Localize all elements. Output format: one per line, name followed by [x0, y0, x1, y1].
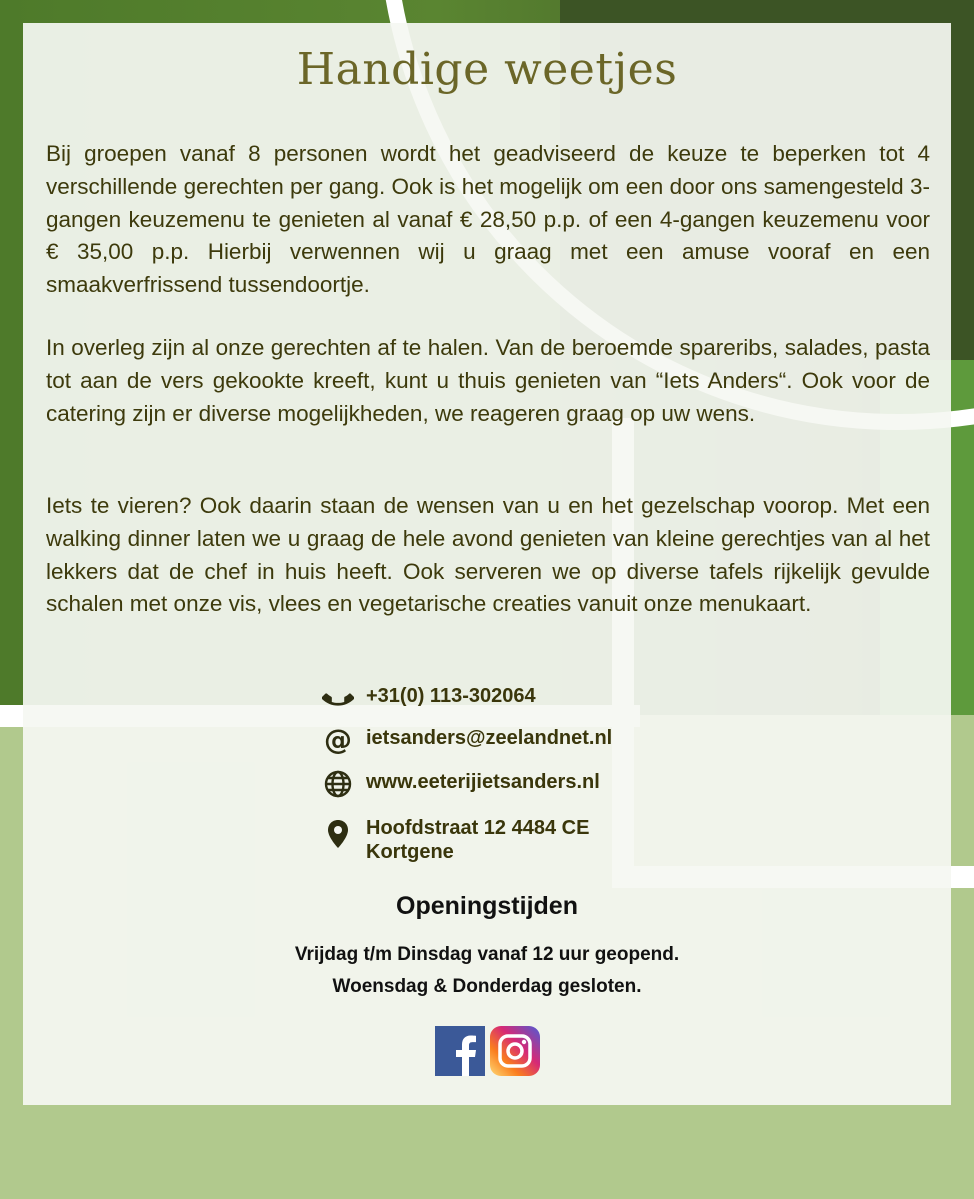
- paragraph-groups: Bij groepen vanaf 8 personen wordt het geadviseerd de keuze te beperken tot 4 verschillende gerechten per gang. Ook is het mogelijk om een door ons samengesteld 3-gangen keuzemenu te genieten al vanaf € 28,50 p.p. of een 4-gangen keuzemenu voor € 35,00 p.p. Hierbij verwennen wij u graag met een amuse vooraf en een smaakverfrissend tussendoortje.: [46, 141, 930, 298]
- facebook-icon[interactable]: [435, 1026, 485, 1076]
- address-city: Kortgene: [366, 841, 454, 863]
- globe-icon: [322, 768, 354, 800]
- instagram-icon[interactable]: [490, 1026, 540, 1076]
- opening-hours-title: Openingstijden: [396, 892, 578, 920]
- phone-icon: [322, 682, 354, 714]
- page-title: Handige weetjes: [296, 44, 678, 95]
- contact-address: [322, 814, 742, 864]
- map-pin-icon: [322, 814, 354, 854]
- address-street: Hoofdstraat 12 4484 CE: [366, 817, 590, 839]
- at-sign-icon: [322, 724, 354, 756]
- paragraph-takeaway: In overleg zijn al onze gerechten af te halen. Van de beroemde spareribs, salades, pasta tot aan de vers gekookte kreeft, kunt u thuis genieten van “Iets Anders“. Ook voor de catering zijn er diverse mogelijkheden, we reageren graag op uw wens.: [46, 335, 930, 426]
- opening-hours-closed: Woensdag & Donderdag gesloten.: [332, 976, 642, 997]
- svg-text:@: @: [324, 724, 352, 756]
- website-url: www.eeterijietsanders.nl: [366, 771, 600, 793]
- contact-phone[interactable]: [322, 682, 742, 714]
- email-address: ietsanders@zeelandnet.nl: [366, 727, 613, 749]
- contact-website[interactable]: [322, 768, 742, 800]
- opening-hours-open: Vrijdag t/m Dinsdag vanaf 12 uur geopend.: [294, 944, 680, 965]
- paragraph-celebrations: Iets te vieren? Ook daarin staan de wensen van u en het gezelschap voorop. Met een walking dinner laten we u graag de hele avond genieten van kleine gerechtjes van al het lekkers dat de chef in huis heeft. Ook serveren we op diverse tafels rijkelijk gevulde schalen met onze vis, vlees en vegetarische creaties vanuit onze menukaart.: [46, 493, 930, 617]
- contact-email[interactable]: [322, 724, 742, 756]
- phone-number: +31(0) 113-302064: [366, 685, 536, 707]
